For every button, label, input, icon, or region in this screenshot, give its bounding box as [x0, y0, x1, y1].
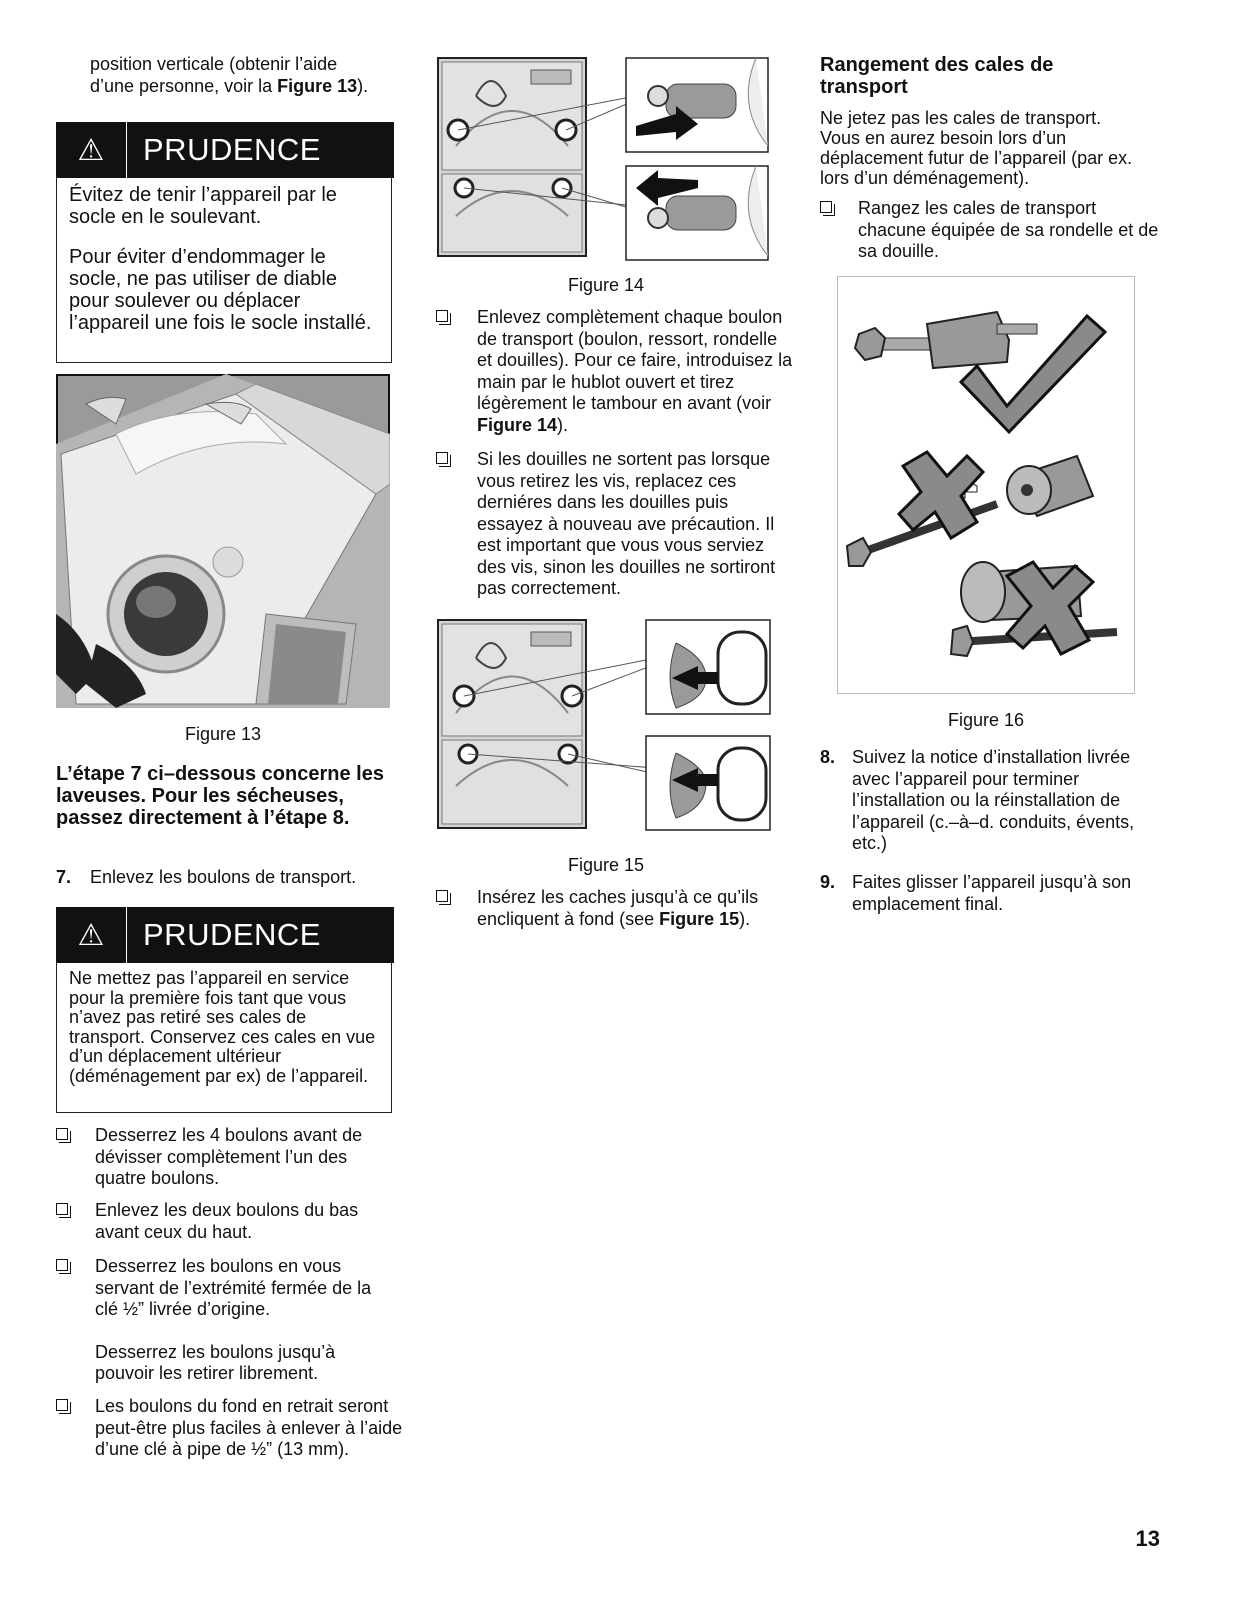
figure-16-caption: Figure 16: [947, 710, 1025, 730]
bullet-text: [477, 887, 796, 930]
bullet-text-main: Enlevez complètement chaque boulon de transport (boulon, ressort, rondelle et douilles). Pour ce faire, introduisez la main par le hublot ouvert et tirez légèrement le tambour en avant (voir: [477, 307, 793, 413]
checkbox-bullet-icon: [820, 201, 832, 213]
intro-figure-ref: Figure 13: [277, 75, 358, 96]
caution-label-1: PRUDENCE: [126, 122, 321, 178]
step8-text: Suivez la notice d’installation livrée avec l’appareil pour terminer l’installation ou la réinstallation de l’appareil (c.–à–d. conduits, évents, etc.): [852, 747, 1135, 853]
section-paragraph: Ne jetez pas les cales de transport. Vous en aurez besoin lors d’un déplacement futur de l’appareil (par ex. lors d’un déménagement).: [820, 108, 1133, 188]
caution-header-2: [56, 907, 394, 963]
figure-13-image: [56, 374, 390, 708]
figure-14-caption: Figure 14: [567, 275, 645, 295]
step7-text: Enlevez les boulons de transport.: [90, 867, 357, 887]
caution-body-1: [56, 178, 392, 363]
list-item: [56, 1396, 411, 1461]
list-item: [436, 449, 796, 600]
bullet-text-main: Insérez les caches jusqu’à ce qu’ils encliquent à fond (see: [477, 887, 759, 929]
step9-number: 9.: [820, 872, 836, 892]
caution-header-1: [56, 122, 394, 178]
bullet-text: Desserrez les boulons en vous servant de l’extrémité fermée de la clé ½” livrée d’origine.: [95, 1256, 372, 1319]
page-number: 13: [1135, 1526, 1160, 1551]
checkbox-bullet-icon: [436, 452, 448, 464]
step7-note: L’étape 7 ci–dessous concerne les laveuses. Pour les sécheuses, passez directement à l’étape 8.: [56, 763, 384, 829]
step7-number: 7.: [56, 867, 72, 887]
step8-number: 8.: [820, 747, 836, 767]
bullet-text: Enlevez les deux boulons du bas avant ceux du haut.: [95, 1200, 359, 1242]
bullet-text: Desserrez les 4 boulons avant de dévisser complètement l’un des quatre boulons.: [95, 1125, 363, 1188]
checkbox-bullet-icon: [56, 1259, 68, 1271]
list-item: [56, 1256, 396, 1385]
step8: [820, 747, 1160, 855]
bullet-text: Si les douilles ne sortent pas lorsque vous retirez les vis, replacez ces derniéres dans les douilles puis essayez à nouveau ave précaution. Il est important que vous vous serviez des vis, sinon les douilles ne sortiront pas correctement.: [477, 449, 776, 598]
list-item: [436, 887, 796, 930]
intro-text: [90, 54, 410, 97]
bullet-text-end: ).: [739, 908, 751, 929]
caution1-p2: Pour éviter d’endommager le socle, ne pas utiliser de diable pour soulever ou déplacer l’appareil une fois le socle installé.: [69, 246, 372, 334]
list-item: [56, 1200, 396, 1243]
step9-text: Faites glisser l’appareil jusqu’à son emplacement final.: [852, 872, 1132, 914]
caution-label-2: PRUDENCE: [126, 907, 321, 963]
list-item: [436, 307, 796, 436]
warning-triangle-icon: ⚠: [77, 918, 105, 952]
checkbox-bullet-icon: [436, 890, 448, 902]
section-heading: Rangement des cales de transport: [820, 54, 1054, 98]
figure-15-caption: Figure 15: [567, 855, 645, 875]
figure-ref: Figure 15: [659, 908, 740, 929]
bullet-text: Rangez les cales de transport chacune équipée de sa rondelle et de sa douille.: [858, 198, 1159, 261]
figure-14-image: [436, 56, 772, 262]
step9: [820, 872, 1160, 915]
bullet-text: Les boulons du fond en retrait seront peut-être plus faciles à enlever à l’aide d’une clé à pipe de ½” (13 mm).: [95, 1396, 403, 1459]
intro-line1: position verticale (obtenir l’aide: [90, 54, 338, 74]
checkbox-bullet-icon: [436, 310, 448, 322]
caution2-p1: Ne mettez pas l’appareil en service pour la première fois tant que vous n’avez pas retiré ses cales de transport. Conservez ces cales en vue d’un déplacement ultérieur (déménagement par ex) de l’appareil.: [69, 968, 376, 1086]
intro-end: ).: [357, 75, 369, 96]
figure-13-caption: Figure 13: [184, 724, 262, 744]
figure-15-image: [436, 618, 772, 832]
bullet-text-end: ).: [557, 414, 569, 435]
warning-triangle-icon: ⚠: [77, 133, 105, 167]
figure-ref: Figure 14: [477, 414, 558, 435]
step7: [56, 867, 406, 889]
bullet-text-extra: Desserrez les boulons jusqu’à pouvoir les retirer librement.: [95, 1341, 336, 1383]
intro-line2: d’une personne, voir la: [90, 75, 278, 96]
checkbox-bullet-icon: [56, 1128, 68, 1140]
bullet-text: [477, 307, 796, 436]
caution-body-2: [56, 963, 392, 1113]
list-item: [820, 198, 1160, 263]
checkbox-bullet-icon: [56, 1399, 68, 1411]
list-item: [56, 1125, 396, 1190]
caution1-p1: Évitez de tenir l’appareil par le socle en le soulevant.: [69, 184, 337, 228]
checkbox-bullet-icon: [56, 1203, 68, 1215]
figure-16-image: [837, 276, 1135, 694]
